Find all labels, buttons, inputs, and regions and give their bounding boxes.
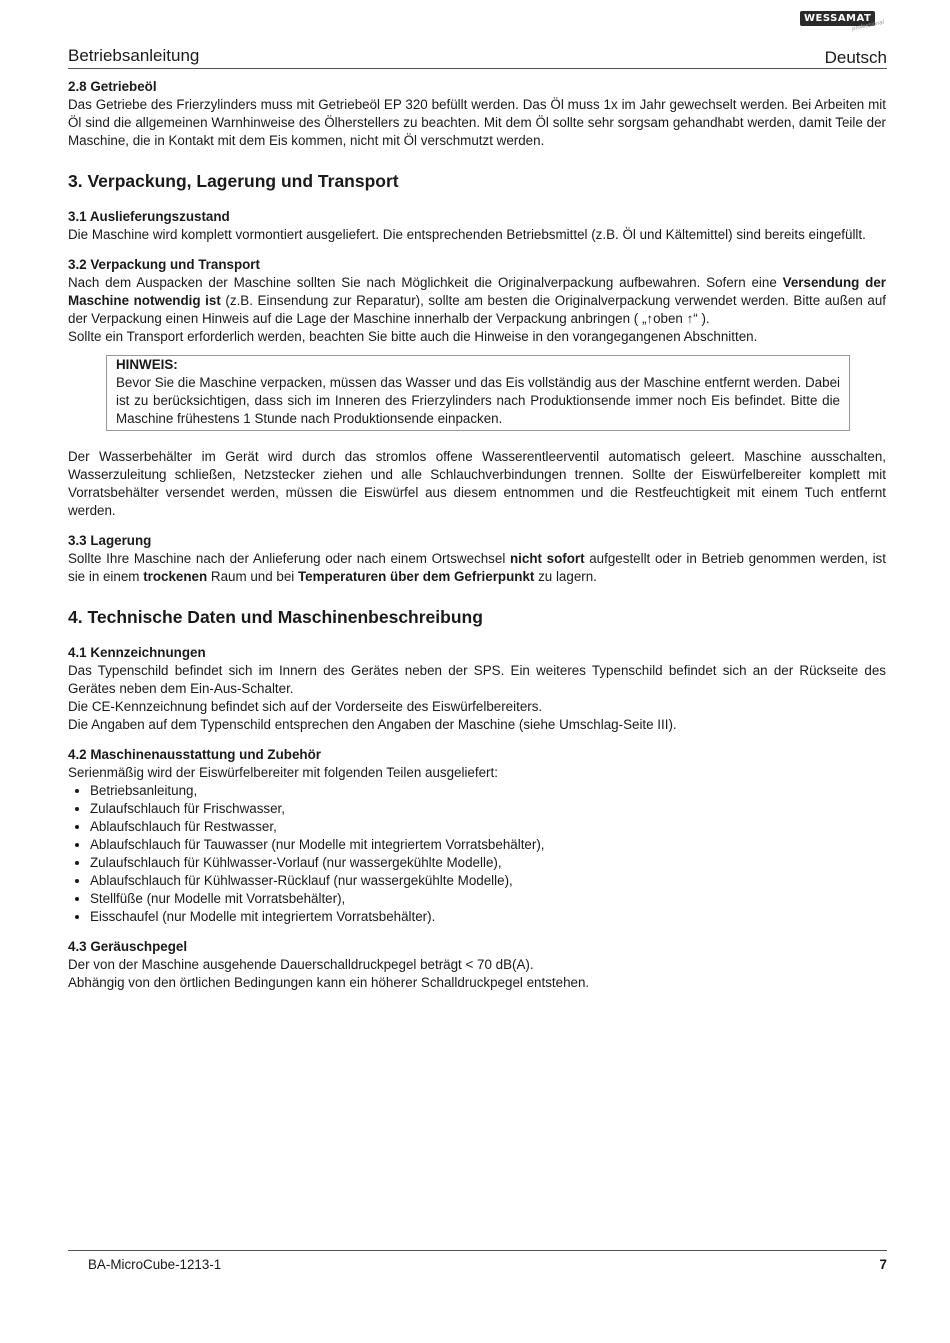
paragraph: Serienmäßig wird der Eiswürfelbereiter mit folgenden Teilen ausgeliefert: — [68, 765, 498, 780]
note-text: Bevor Sie die Maschine verpacken, müssen das Wasser und das Eis vollständig aus der Maschine entfernt werden. Dabei ist zu berücksichtigen, dass sich im Inneren des Frierzylinders nach Produktionsende immer noch Eis befindet. Bitte die Maschine frühestens 1 Stunde nach Produktionsende einpacken. — [116, 375, 840, 426]
paragraph: Abhängig von den örtlichen Bedingungen kann ein höherer Schalldruckpegel entstehen. — [68, 975, 590, 990]
text-run-bold: Temperaturen über dem Gefrierpunkt — [298, 569, 535, 584]
list-item: • Eisschaufel (nur Modelle mit integriertem Vorratsbehälter). — [90, 908, 886, 926]
paragraph: Der von der Maschine ausgehende Dauerschalldruckpegel beträgt < 70 dB(A). — [68, 957, 534, 972]
text-run: (z.B. Einsendung zur Reparatur), sollte am besten die Originalverpackung verwendet werden. Bitte außen auf der Verpackung einen Hinweis auf die Lage der Maschine innerhalb der Verpackung anbringen ( „↑oben ↑“ ). — [68, 293, 887, 326]
paragraph — [68, 274, 886, 328]
document-id: BA-MicroCube-1213-1 — [88, 1257, 222, 1272]
paragraph: Sollte ein Transport erforderlich werden, beachten Sie bitte auch die Hinweise in den vorangegangenen Abschnitten. — [68, 329, 758, 344]
list-item: • Zulaufschlauch für Kühlwasser-Vorlauf (nur wassergekühlte Modelle), — [90, 854, 886, 872]
section-2-8 — [68, 78, 886, 150]
list-item: • Ablaufschlauch für Restwasser, — [90, 818, 886, 836]
section-3-2 — [68, 256, 886, 520]
list-item: • Ablaufschlauch für Kühlwasser-Rücklauf (nur wassergekühlte Modelle), — [90, 872, 886, 890]
paragraph: Das Typenschild befindet sich im Innern des Gerätes neben der SPS. Ein weiteres Typenschild befindet sich an der Rückseite des Gerätes neben dem Ein-Aus-Schalter. — [68, 663, 886, 696]
logo-text: WESSAMAT — [800, 11, 875, 26]
section-title: 3.2 Verpackung und Transport — [68, 257, 260, 272]
logo-subtext: professional — [851, 19, 885, 33]
list-item: • Zulaufschlauch für Frischwasser, — [90, 800, 886, 818]
page-header — [68, 44, 887, 69]
list-item: • Stellfüße (nur Modelle mit Vorratsbehälter), — [90, 890, 886, 908]
section-title: 4.2 Maschinenausstattung und Zubehör — [68, 747, 321, 762]
text-run: Nach dem Auspacken der Maschine sollten Sie nach Möglichkeit die Originalverpackung aufbewahren. Sofern eine — [68, 275, 783, 290]
paragraph: Das Getriebe des Frierzylinders muss mit Getriebeöl EP 320 befüllt werden. Das Öl muss 1x im Jahr gewechselt werden. Bei Arbeiten mit Öl sind die allgemeinen Warnhinweise des Ölherstellers zu beachten. Mit dem Öl sollte sehr sorgsam gehandhabt werden, damit Teile der Maschine, die in Kontakt mit dem Eis kommen, nicht mit Öl verschmutzt werden. — [68, 97, 886, 148]
text-run-bold: nicht sofort — [509, 551, 585, 566]
brand-logo — [800, 8, 885, 33]
text-run: Sollte Ihre Maschine nach der Anlieferung oder nach einem Ortswechsel — [68, 551, 510, 566]
section-3-3 — [68, 532, 886, 586]
section-title: 3.3 Lagerung — [68, 533, 152, 548]
note-box — [106, 355, 850, 431]
section-4-2 — [68, 746, 886, 926]
text-run: aufgestellt oder in Betrieb genommen werden, ist sie in einem — [68, 551, 886, 584]
page-content — [68, 78, 886, 992]
list-item: • Betriebsanleitung, — [90, 782, 886, 800]
page-number: 7 — [879, 1257, 887, 1272]
accessory-list — [68, 782, 886, 926]
section-title: 4.3 Geräuschpegel — [68, 939, 188, 954]
section-4-3 — [68, 938, 886, 992]
section-3-1 — [68, 208, 886, 244]
section-title: 4.1 Kennzeichnungen — [68, 645, 206, 660]
paragraph — [68, 550, 886, 586]
section-title: 3.1 Auslieferungszustand — [68, 209, 230, 224]
section-title: 2.8 Getriebeöl — [68, 79, 157, 94]
header-language: Deutsch — [824, 48, 887, 67]
paragraph: Die Angaben auf dem Typenschild entsprechen den Angaben der Maschine (siehe Umschlag-Seite III). — [68, 717, 677, 732]
paragraph: Die CE-Kennzeichnung befindet sich auf der Vorderseite des Eiswürfelbereiters. — [68, 699, 543, 714]
note-title: HINWEIS: — [116, 357, 178, 372]
list-item: • Ablaufschlauch für Tauwasser (nur Modelle mit integriertem Vorratsbehälter), — [90, 836, 886, 854]
text-run: Raum und bei — [207, 569, 298, 584]
chapter-3-title: 3. Verpackung, Lagerung und Transport — [68, 171, 399, 191]
header-title: Betriebsanleitung — [68, 46, 200, 65]
text-run-bold: Versendung der Maschine notwendig ist — [68, 275, 887, 308]
section-4-1 — [68, 644, 886, 734]
text-run: zu lagern. — [534, 569, 597, 584]
paragraph: Die Maschine wird komplett vormontiert ausgeliefert. Die entsprechenden Betriebsmittel (z.B. Öl und Kältemittel) sind bereits eingefüllt. — [68, 227, 866, 242]
text-run-bold: trockenen — [143, 569, 208, 584]
page-footer — [68, 1250, 887, 1272]
chapter-4-title: 4. Technische Daten und Maschinenbeschreibung — [68, 607, 483, 627]
paragraph: Der Wasserbehälter im Gerät wird durch das stromlos offene Wasserentleerventil automatisch geleert. Maschine ausschalten, Wasserzuleitung schließen, Netzstecker ziehen und alle Schlauchverbindungen trennen. Sollte der Eiswürfelbereiter komplett mit Vorratsbehälter versendet werden, müssen die Eiswürfel aus diesem entnommen und die Restfeuchtigkeit mit einem Tuch entfernt werden. — [68, 449, 886, 518]
